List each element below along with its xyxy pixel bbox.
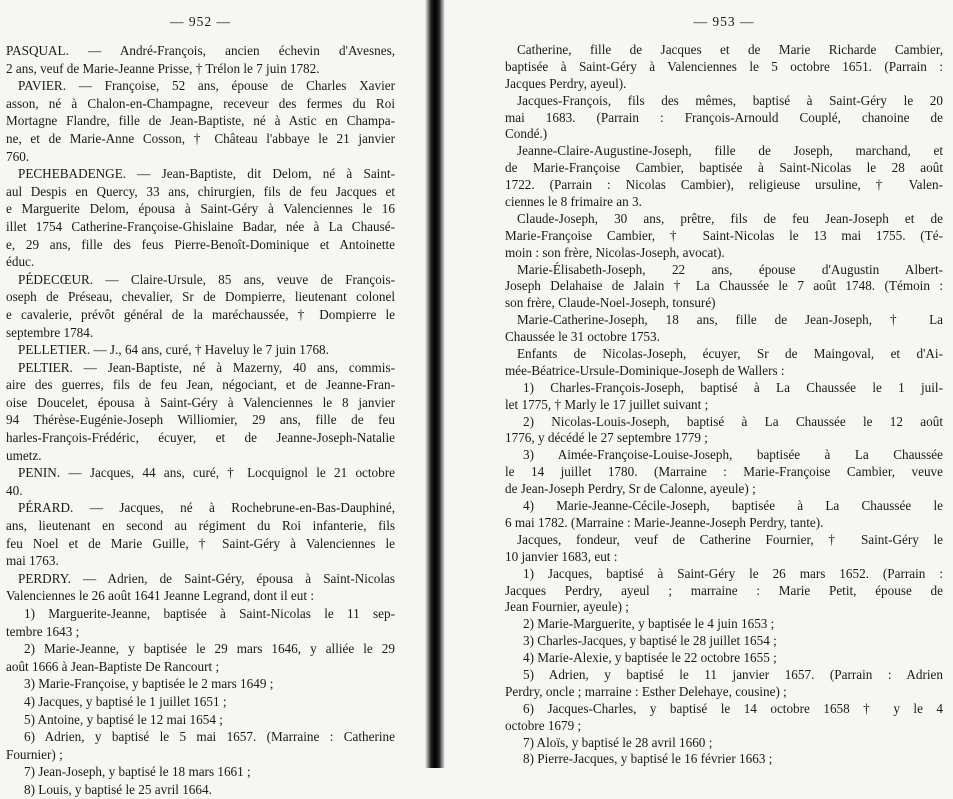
text-line: PÉRARD. — Jacques, né à Rochebrune-en-Bas-Dauphiné, bbox=[18, 500, 395, 516]
page-number: — 953 — bbox=[693, 14, 755, 29]
text-line: PASQUAL. — André-François, ancien échevin d'Avesnes, bbox=[6, 43, 395, 58]
text-line: de Marie-Françoise Cambier, baptisée à Saint-Nicolas le 28 août bbox=[505, 160, 943, 176]
text-line: ciennes le 8 frimaire an 3. bbox=[505, 194, 642, 210]
text-line: Mortagne Flandre, fille de Jean-Baptiste, né à Astic en Champa- bbox=[6, 113, 395, 129]
text-line: 7) Jean-Joseph, y baptisé le 18 mars 1661 ; bbox=[24, 764, 251, 780]
text-line: 2) Nicolas-Louis-Joseph, baptisé à La Chaussée le 12 août bbox=[523, 413, 943, 429]
text-line: août 1666 à Jean-Baptiste De Rancourt ; bbox=[6, 658, 220, 674]
right-page bbox=[445, 0, 953, 768]
text-line: e Marguerite Delom, épousa à Saint-Géry à Valenciennes le 16 bbox=[6, 201, 395, 217]
text-line: Valenciennes le 26 août 1641 Jeanne Legrand, dont il eut : bbox=[6, 588, 314, 604]
text-line: 3) Marie-Françoise, y baptisée le 2 mars 1649 ; bbox=[24, 676, 274, 692]
text-line: 6 mai 1782. (Marraine : Marie-Jeanne-Joseph Perdry, tante). bbox=[505, 514, 824, 530]
text-line: Jacques Perdry, ayeul). bbox=[505, 75, 627, 91]
text-line: Marie-Élisabeth-Joseph, 22 ans, épouse d'Augustin Albert- bbox=[517, 261, 943, 277]
text-line: PELLETIER. — J., 64 ans, curé, † Haveluy le 7 juin 1768. bbox=[18, 342, 329, 358]
text-line: 4) Marie-Jeanne-Cécile-Joseph, baptisée à La Chaussée le bbox=[523, 498, 943, 514]
text-block bbox=[6, 42, 395, 799]
text-line: Marie-Françoise Cambier, † Saint-Nicolas le 13 mai 1755. (Té- bbox=[505, 227, 943, 243]
text-line: 8) Pierre-Jacques, y baptisé le 16 février 1663 ; bbox=[523, 751, 773, 767]
text-line: 2) Marie-Jeanne, y baptisée le 29 mars 1646, y alliée le 29 bbox=[24, 641, 395, 657]
text-line: 1) Marguerite-Jeanne, baptisée à Saint-Nicolas le 11 sep- bbox=[24, 606, 395, 621]
text-line: 3) Aimée-Françoise-Louise-Joseph, baptisée à La Chaussée bbox=[523, 447, 943, 463]
text-line: oise Doucelet, épousa à Saint-Géry à Valenciennes le 8 janvier bbox=[6, 394, 395, 410]
text-line: éduc. bbox=[6, 254, 35, 270]
text-line: oseph de Préseau, chevalier, Sr de Dompierre, lieutenant colonel bbox=[6, 289, 395, 305]
text-line: Jeanne-Claire-Augustine-Joseph, fille de Joseph, marchand, et bbox=[517, 143, 943, 159]
text-line: 5) Antoine, y baptisé le 12 mai 1654 ; bbox=[24, 711, 223, 727]
left-page bbox=[0, 0, 425, 797]
text-block bbox=[505, 42, 943, 768]
text-line: 1) Charles-François-Joseph, baptisé à La Chaussée le 1 juil- bbox=[523, 379, 943, 395]
text-line: Marie-Catherine-Joseph, 18 ans, fille de Jean-Joseph, † La bbox=[517, 312, 943, 328]
text-line: Jacques Perdry, ayeul ; marraine : Marie Petit, épouse de bbox=[505, 582, 943, 598]
text-line: 94 Thérèse-Eugénie-Joseph Williomier, 29 ans, fille de feu bbox=[6, 412, 395, 428]
text-line: e, 29 ans, fille des feus Pierre-Benoît-Dominique et Antoinette bbox=[6, 236, 395, 252]
text-line: baptisée à Saint-Géry à Valenciennes le 5 octobre 1651. (Parrain : bbox=[505, 58, 943, 74]
book-gutter bbox=[425, 0, 445, 768]
text-line: Jacques, fondeur, veuf de Catherine Fournier, † Saint-Géry le bbox=[517, 531, 943, 547]
text-line: asson, né à Chalon-en-Champagne, receveur des fermes du Roi bbox=[6, 95, 395, 111]
text-line: PAVIER. — Françoise, 52 ans, épouse de Charles Xavier bbox=[18, 78, 395, 94]
text-line: Fournier) ; bbox=[6, 746, 63, 762]
text-line: ne, et de Marie-Anne Cosson, † Château l'abbaye le 21 janvier bbox=[6, 130, 395, 146]
text-line: Condé.) bbox=[505, 126, 548, 142]
text-line: Jean Fournier, ayeule) ; bbox=[505, 599, 629, 615]
text-line: de Jean-Joseph Perdry, Sr de Calonne, ayeule) ; bbox=[505, 481, 756, 497]
text-line: 10 janvier 1683, eut : bbox=[505, 548, 618, 564]
text-line: le 14 juillet 1780. (Marraine : Marie-Françoise Cambier, veuve bbox=[505, 464, 943, 480]
text-line: 8) Louis, y baptisé le 25 avril 1664. bbox=[24, 781, 212, 797]
text-line: PÉDECŒUR. — Claire-Ursule, 85 ans, veuve de François- bbox=[18, 271, 395, 287]
text-line: 1722. (Parrain : Nicolas Cambier), religieuse ursuline, † Valen- bbox=[505, 177, 943, 193]
text-line: PELTIER. — Jean-Baptiste, né à Mazerny, 40 ans, commis- bbox=[18, 359, 395, 375]
text-line: 1) Jacques, baptisé à Saint-Géry le 26 mars 1652. (Parrain : bbox=[523, 565, 943, 581]
text-line: Jacques-François, fils des mêmes, baptisé à Saint-Géry le 20 bbox=[517, 92, 943, 108]
text-line: mai 1763. bbox=[6, 553, 59, 569]
text-line: 7) Aloïs, y baptisé le 28 avril 1660 ; bbox=[523, 734, 713, 750]
text-line: septembre 1784. bbox=[6, 324, 94, 340]
text-line: 3) Charles-Jacques, y baptisé le 28 juillet 1654 ; bbox=[523, 633, 777, 649]
text-line: umetz. bbox=[6, 447, 42, 463]
text-line: 4) Jacques, y baptisé le 1 juillet 1651 ; bbox=[24, 693, 227, 709]
text-line: PERDRY. — Adrien, de Saint-Géry, épousa à Saint-Nicolas bbox=[18, 570, 395, 586]
text-line: aul Despis en Quercy, 33 ans, chirurgien, fils de feu Jacques et bbox=[6, 183, 395, 199]
text-line: let 1775, † Marly le 17 juillet suivant ; bbox=[505, 396, 709, 412]
text-line: 760. bbox=[6, 148, 30, 164]
text-line: aire des guerres, fils de feu Jean, négociant, et de Jeanne-Fran- bbox=[6, 377, 395, 393]
text-line: 5) Adrien, y baptisé le 11 janvier 1657. (Parrain : Adrien bbox=[523, 666, 943, 682]
text-line: 40. bbox=[6, 482, 23, 498]
text-line: 1776, y décédé le 27 septembre 1779 ; bbox=[505, 430, 708, 446]
text-line: tembre 1643 ; bbox=[6, 623, 80, 639]
text-line: mai 1683. (Parrain : François-Arnould Couplé, chanoine de bbox=[505, 109, 943, 125]
text-line: 2) Marie-Marguerite, y baptisée le 4 juin 1653 ; bbox=[523, 616, 775, 632]
text-line: 6) Jacques-Charles, y baptisé le 14 octobre 1658 † y le 4 bbox=[523, 700, 943, 716]
text-line: octobre 1679 ; bbox=[505, 717, 582, 733]
text-line: PENIN. — Jacques, 44 ans, curé, † Locquignol le 21 octobre bbox=[18, 465, 395, 481]
text-line: mée-Béatrice-Ursule-Dominique-Joseph de Wallers : bbox=[505, 362, 785, 378]
page-number: — 952 — bbox=[170, 14, 231, 29]
text-line: 4) Marie-Alexie, y baptisée le 22 octobre 1655 ; bbox=[523, 650, 777, 666]
text-line: Enfants de Nicolas-Joseph, écuyer, Sr de Maingoval, et d'Ai- bbox=[517, 346, 943, 362]
text-line: Claude-Joseph, 30 ans, prêtre, fils de feu Jean-Joseph et de bbox=[517, 210, 943, 226]
text-line: moin : son frère, Nicolas-Joseph, avocat). bbox=[505, 244, 725, 260]
text-line: Chaussée le 31 octobre 1753. bbox=[505, 329, 660, 345]
text-line: e cavalerie, prévôt général de la maréchaussée, † Dompierre le bbox=[6, 306, 395, 322]
text-line: 6) Adrien, y baptisé le 5 mai 1657. (Marraine : Catherine bbox=[24, 729, 395, 745]
text-line: PECHEBADENGE. — Jean-Baptiste, dit Delom, né à Saint- bbox=[18, 166, 395, 182]
text-line: Perdry, oncle ; marraine : Esther Delehaye, cousine) ; bbox=[505, 683, 787, 699]
text-line: Joseph Delahaise de Jalain † La Chaussée le 7 août 1748. (Témoin : bbox=[505, 278, 943, 294]
text-line: harles-François-Frédéric, écuyer, et de Jeanne-Joseph-Natalie bbox=[6, 430, 395, 446]
text-line: Catherine, fille de Jacques et de Marie Richarde Cambier, bbox=[517, 42, 943, 57]
text-line: illet 1754 Catherine-Françoise-Ghislaine Badar, née à La Chausé- bbox=[6, 218, 395, 234]
text-line: feu Noel et de Marie Guille, † Saint-Géry à Valenciennes le bbox=[6, 535, 395, 551]
text-line: son frère, Claude-Noel-Joseph, tonsuré) bbox=[505, 295, 716, 311]
text-line: ans, lieutenant en second au régiment du Roi infanterie, fils bbox=[6, 518, 395, 534]
text-line: 2 ans, veuf de Marie-Jeanne Prisse, † Trélon le 7 juin 1782. bbox=[6, 60, 320, 76]
